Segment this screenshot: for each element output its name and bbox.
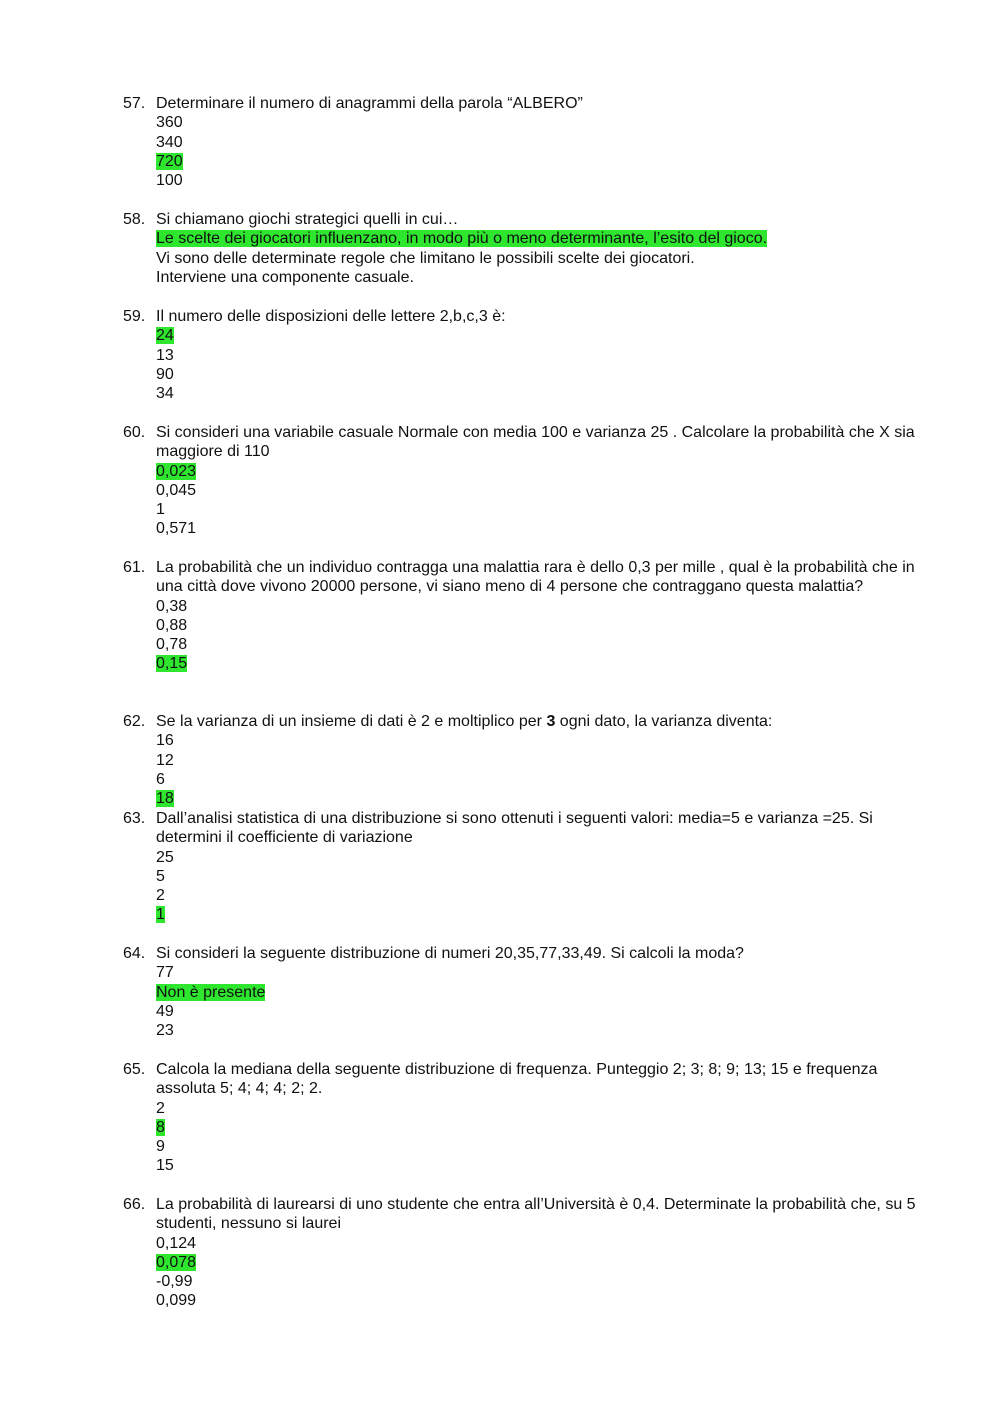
question-number: 57.: [123, 95, 146, 112]
answer-option: 2: [156, 1099, 165, 1117]
answer-option: Interviene una componente casuale.: [156, 268, 414, 286]
question-text: Si consideri la seguente distribuzione di numeri 20,35,77,33,49. Si calcoli la moda?: [156, 945, 744, 962]
answer-option: 0,124: [156, 1234, 197, 1252]
question-62: [123, 712, 923, 808]
answer-option: 49: [156, 1002, 174, 1020]
question-60: [123, 423, 923, 539]
answer-option: 16: [156, 732, 174, 750]
answer-option: 1: [156, 501, 165, 519]
question-61: [123, 558, 923, 674]
question-text: Il numero delle disposizioni delle lettere 2,b,c,3 è:: [156, 308, 506, 325]
answer-option-correct: 0,023: [156, 462, 197, 480]
answer-option-correct: 0,078: [156, 1253, 197, 1271]
answer-option: 0,571: [156, 520, 197, 538]
question-65: [123, 1060, 923, 1176]
question-text: Determinare il numero di anagrammi della parola “ALBERO”: [156, 95, 583, 112]
answer-option: 340: [156, 133, 183, 151]
question-number: 61.: [123, 559, 146, 576]
question-text: Si consideri una variabile casuale Normale con media 100 e varianza 25 . Calcolare la probabilità che X sia maggiore di 110: [156, 424, 915, 461]
question-66: [123, 1195, 923, 1311]
question-number: 64.: [123, 945, 146, 962]
answer-option-correct: 1: [156, 906, 165, 924]
question-text: Se la varianza di un insieme di dati è 2 e moltiplico per 3 ogni dato, la varianza diventa:: [156, 713, 773, 730]
answer-option: 100: [156, 172, 183, 190]
question-number: 65.: [123, 1061, 146, 1078]
question-text: Dall’analisi statistica di una distribuzione si sono ottenuti i seguenti valori: media=5 e varianza =25. Si determini il coefficiente di variazione: [156, 810, 873, 847]
answer-option: 0,099: [156, 1292, 197, 1310]
answer-option: 34: [156, 385, 174, 403]
answer-option: 5: [156, 867, 165, 885]
question-number: 58.: [123, 211, 146, 228]
question-number: 62.: [123, 713, 146, 730]
answer-option: 0,88: [156, 616, 188, 634]
answer-option: 77: [156, 964, 174, 982]
answer-option: 6: [156, 770, 165, 788]
answer-option: 360: [156, 114, 183, 132]
question-number: 59.: [123, 308, 146, 325]
answer-option-correct: 18: [156, 790, 174, 808]
answer-option: 23: [156, 1022, 174, 1040]
question-number: 63.: [123, 810, 146, 827]
answer-option: 0,38: [156, 597, 188, 615]
question-number: 60.: [123, 424, 146, 441]
answer-option: 2: [156, 887, 165, 905]
question-63: [123, 809, 923, 925]
answer-option: 13: [156, 346, 174, 364]
question-57: [123, 94, 923, 190]
answer-option: 90: [156, 365, 174, 383]
answer-option: 25: [156, 848, 174, 866]
answer-option-correct: 0,15: [156, 655, 188, 673]
question-58: [123, 210, 923, 287]
question-text: Si chiamano giochi strategici quelli in cui…: [156, 211, 459, 228]
question-59: [123, 307, 923, 403]
question-text: La probabilità che un individuo contragga una malattia rara è dello 0,3 per mille , qual è la probabilità che in una città dove vivono 20000 persone, vi siano meno di 4 persone che contraggano questa malattia?: [156, 559, 915, 596]
answer-option-correct: Non è presente: [156, 983, 266, 1001]
answer-option: 0,78: [156, 636, 188, 654]
answer-option-correct: Le scelte dei giocatori influenzano, in modo più o meno determinante, l’esito del gioco.: [156, 230, 768, 248]
answer-option: -0,99: [156, 1273, 193, 1291]
answer-option: 15: [156, 1157, 174, 1175]
answer-option: Vi sono delle determinate regole che limitano le possibili scelte dei giocatori.: [156, 249, 695, 267]
answer-option: 0,045: [156, 481, 197, 499]
question-text: La probabilità di laurearsi di uno studente che entra all’Università è 0,4. Determinate la probabilità che, su 5 studenti, nessuno si laurei: [156, 1196, 916, 1233]
question-text: Calcola la mediana della seguente distribuzione di frequenza. Punteggio 2; 3; 8; 9; 13; 15 e frequenza assoluta 5; 4; 4; 4; 2; 2.: [156, 1061, 878, 1098]
answer-option-correct: 8: [156, 1118, 165, 1136]
answer-option: 12: [156, 751, 174, 769]
question-64: [123, 944, 923, 1040]
answer-option-correct: 24: [156, 327, 174, 345]
answer-option: 9: [156, 1138, 165, 1156]
question-number: 66.: [123, 1196, 146, 1213]
answer-option-correct: 720: [156, 152, 183, 170]
